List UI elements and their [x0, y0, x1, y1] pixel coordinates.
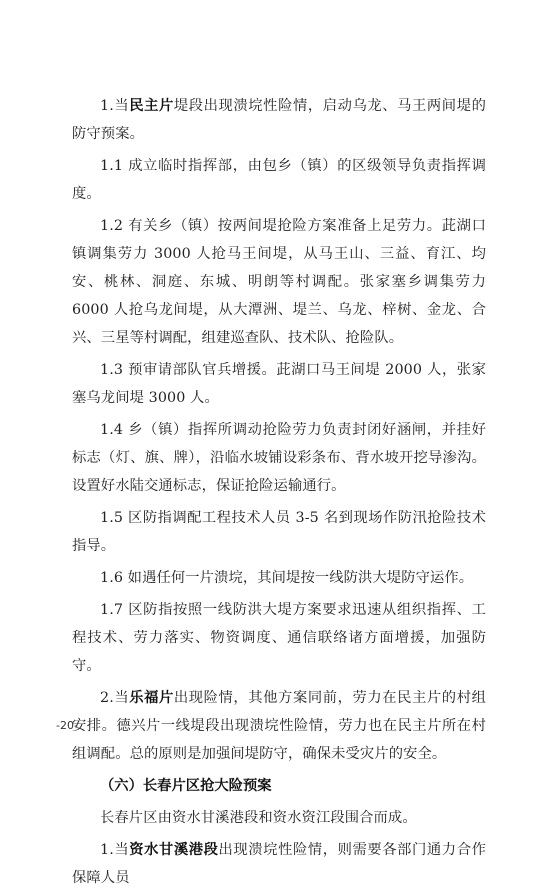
paragraph-text: 1.1 成立临时指挥部，由包乡（镇）的区级领导负责指挥调度。: [72, 158, 486, 202]
paragraph-text: 1.7 区防指按照一线防洪大堤方案要求迅速从组织指挥、工程技术、劳力落实、物资调度、通信联络诸方面增援，加强防守。: [72, 602, 486, 674]
paragraph-text: 1.4 乡（镇）指挥所调动抢险劳力负责封闭好涵闸，并挂好标志（灯、旗、牌），沿临水坡铺设彩条布、背水坡开挖导渗沟。设置好水陆交通标志，保证抢险运输通行。: [72, 422, 486, 494]
bold-text: 民主片: [129, 98, 174, 114]
paragraph-text: 出现险情，其他方案同前，劳力在民主片的村组安排。德兴片一线堤段出现溃垸性险情，劳力也在民主片所在村组调配。总的原则是加强间堤防守，确保未受灾片的安全。: [72, 690, 486, 762]
bold-text: 乐福片: [129, 690, 174, 706]
paragraphs-before: [72, 92, 486, 768]
paragraph-text: 2.当: [100, 690, 130, 706]
paragraph-text: 1.3 预审请部队官兵增援。茈湖口马王间堤 2000 人，张家塞乌龙间堤 3000 人。: [72, 362, 486, 406]
paragraph-text: 1.5 区防指调配工程技术人员 3-5 名到现场作防汛抢险技术指导。: [72, 510, 486, 554]
paragraph-text: 1.2 有关乡（镇）按两间堤抢险方案准备上足劳力。茈湖口镇调集劳力 3000 人抢马王间堤，从马王山、三益、育江、均安、桃林、洞庭、东城、明朗等村调配。张家塞乡调集劳力 6000 人抢乌龙间堤，从大潭洲、堤兰、乌龙、梓树、金龙、合兴、三星等村调配，组建巡查队、技术队、抢险队。: [72, 218, 486, 346]
paragraph: [72, 212, 486, 352]
paragraph: [72, 504, 486, 560]
paragraph-text: 堤段出现溃垸性险情，启动乌龙、马王两间堤的防守预案。: [72, 98, 486, 142]
bold-text: 资水甘溪港段: [129, 842, 219, 858]
paragraph: [72, 684, 486, 768]
paragraph: [72, 804, 486, 832]
section-heading: （六）长春片区抢大险预案: [100, 778, 272, 794]
page-content: [72, 92, 486, 896]
paragraph: [72, 564, 486, 592]
paragraph: [72, 152, 486, 208]
paragraph: [72, 596, 486, 680]
paragraph-text: 1.当: [100, 98, 130, 114]
paragraph-text: 1.6 如遇任何一片溃垸，其间堤按一线防洪大堤防守运作。: [100, 570, 474, 586]
paragraph: [72, 356, 486, 412]
paragraph-text: 长春片区由资水甘溪港段和资水资江段围合而成。: [100, 810, 417, 826]
paragraph-text: 出现溃垸性险情，则需要各部门通力合作保障人员: [72, 842, 486, 886]
paragraph: [72, 92, 486, 148]
page-number: -20-: [56, 719, 78, 732]
paragraphs-after: [72, 804, 486, 892]
paragraph: [72, 836, 486, 892]
paragraph-text: 1.当: [100, 842, 130, 858]
paragraph: [72, 416, 486, 500]
